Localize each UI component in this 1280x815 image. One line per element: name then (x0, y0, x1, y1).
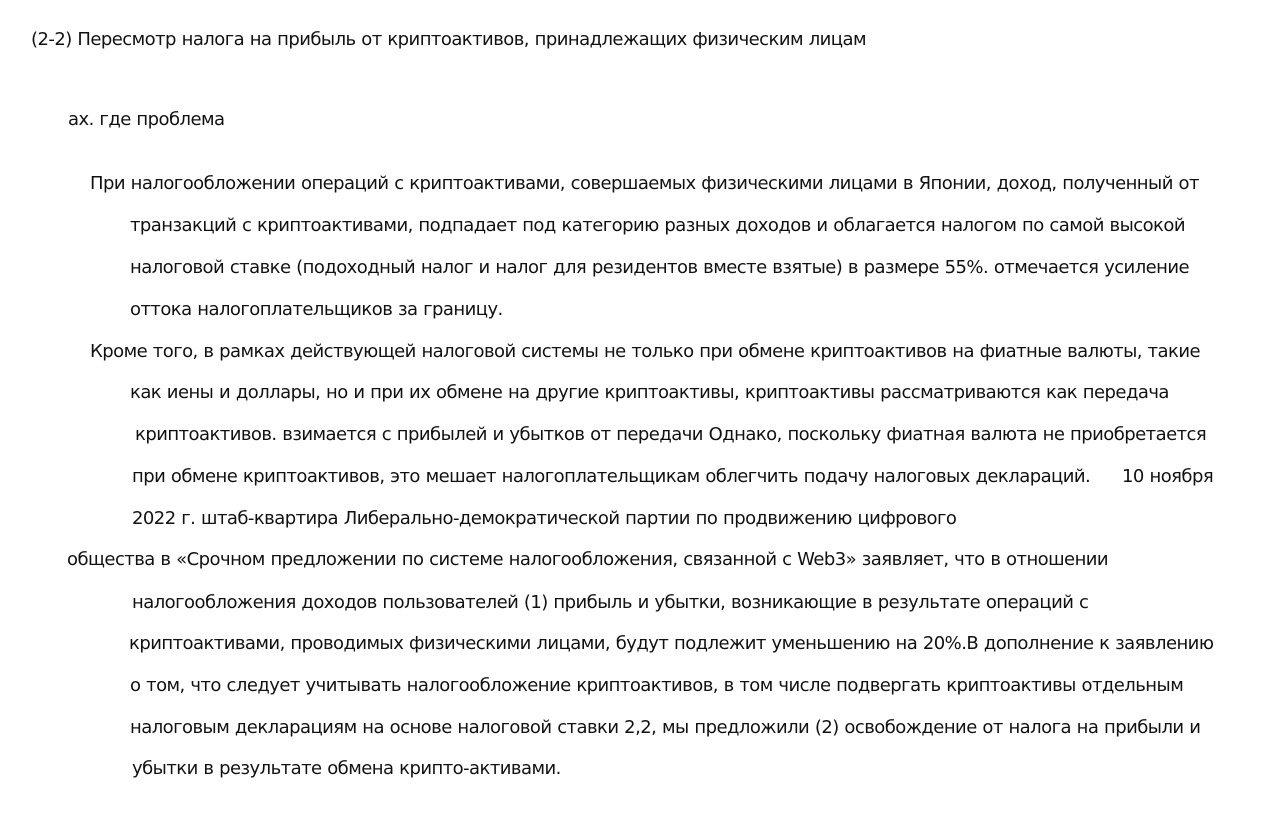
paragraph-line: налогообложения доходов пользователей (1) прибыль и убытки, возникающие в результате операций с (132, 592, 1089, 613)
paragraph-line: при обмене криптоактивов, это мешает налогоплательщикам облегчить подачу налоговых деклараций. (132, 466, 1091, 487)
paragraph-line: убытки в результате обмена крипто-активами. (132, 758, 561, 779)
paragraph-line: криптоактивов. взимается с прибылей и убытков от передачи Однако, поскольку фиатная валюта не приобретается (135, 424, 1207, 445)
paragraph-line: как иены и доллары, но и при их обмене на другие криптоактивы, криптоактивы рассматриваются как передача (130, 382, 1169, 403)
paragraph-line: общества в «Срочном предложении по системе налогообложения, связанной с Web3» заявляет, что в отношении (67, 549, 1109, 570)
paragraph-line: Кроме того, в рамках действующей налоговой системы не только при обмене криптоактивов на фиатные валюты, такие (90, 341, 1201, 362)
paragraph-line: криптоактивами, проводимых физическими лицами, будут подлежит уменьшению на 20%.В дополнение к заявлению (129, 633, 1214, 654)
paragraph-line: При налогообложении операций с криптоактивами, совершаемых физическими лицами в Японии, доход, полученный от (90, 173, 1199, 194)
paragraph-line: о том, что следует учитывать налогообложение криптоактивов, в том числе подвергать криптоактивы отдельным (130, 675, 1184, 696)
paragraph-line: транзакций с криптоактивами, подпадает под категорию разных доходов и облагается налогом по самой высокой (130, 215, 1185, 236)
paragraph-line: оттока налогоплательщиков за границу. (130, 299, 503, 320)
paragraph-line: налоговой ставке (подоходный налог и налог для резидентов вместе взятые) в размере 55%. отмечается усиление (130, 257, 1190, 278)
date-fragment: 10 ноября (1122, 466, 1214, 487)
paragraph-line: налоговым декларациям на основе налоговой ставки 2,2, мы предложили (2) освобождение от налога на прибыли и (130, 717, 1201, 738)
document-heading: (2-2) Пересмотр налога на прибыль от криптоактивов, принадлежащих физическим лицам (31, 29, 867, 50)
section-label: ах. где проблема (68, 109, 225, 130)
paragraph-line: 2022 г. штаб-квартира Либерально-демократической партии по продвижению цифрового (132, 508, 957, 529)
